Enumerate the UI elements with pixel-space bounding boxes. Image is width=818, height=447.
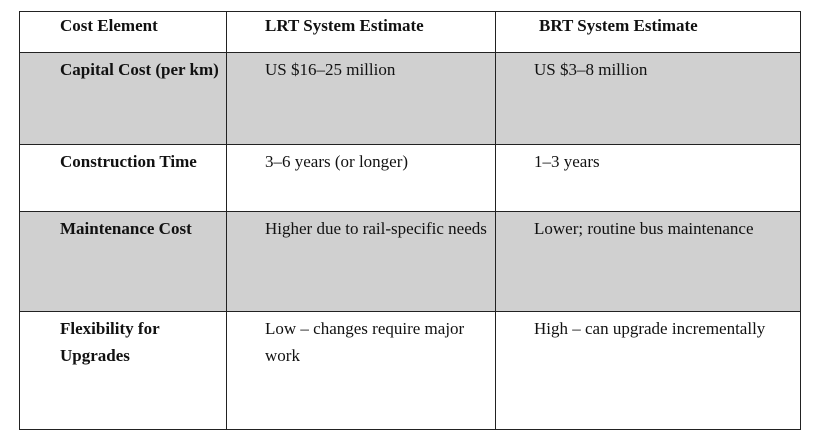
cell-lrt-construction-time: 3–6 years (or longer) bbox=[227, 145, 496, 212]
row-label-construction-time: Construction Time bbox=[20, 145, 227, 212]
row-label-capital-cost: Capital Cost (per km) bbox=[20, 53, 227, 145]
table-row bbox=[20, 53, 801, 145]
header-brt-estimate: BRT System Estimate bbox=[496, 12, 801, 53]
table-row bbox=[20, 312, 801, 430]
table-row bbox=[20, 145, 801, 212]
cell-lrt-maintenance-cost: Higher due to rail-specific needs bbox=[227, 212, 496, 312]
cell-brt-capital-cost: US $3–8 million bbox=[496, 53, 801, 145]
row-label-flexibility: Flexibility for Upgrades bbox=[20, 312, 227, 430]
cell-lrt-capital-cost: US $16–25 million bbox=[227, 53, 496, 145]
cell-lrt-flexibility: Low – changes require major work bbox=[227, 312, 496, 430]
table-header-row bbox=[20, 12, 801, 53]
table-row bbox=[20, 212, 801, 312]
cost-comparison-table bbox=[19, 11, 801, 430]
cell-brt-flexibility: High – can upgrade incrementally bbox=[496, 312, 801, 430]
header-lrt-estimate: LRT System Estimate bbox=[227, 12, 496, 53]
cell-brt-maintenance-cost: Lower; routine bus maintenance bbox=[496, 212, 801, 312]
row-label-maintenance-cost: Maintenance Cost bbox=[20, 212, 227, 312]
header-cost-element: Cost Element bbox=[20, 12, 227, 53]
cell-brt-construction-time: 1–3 years bbox=[496, 145, 801, 212]
